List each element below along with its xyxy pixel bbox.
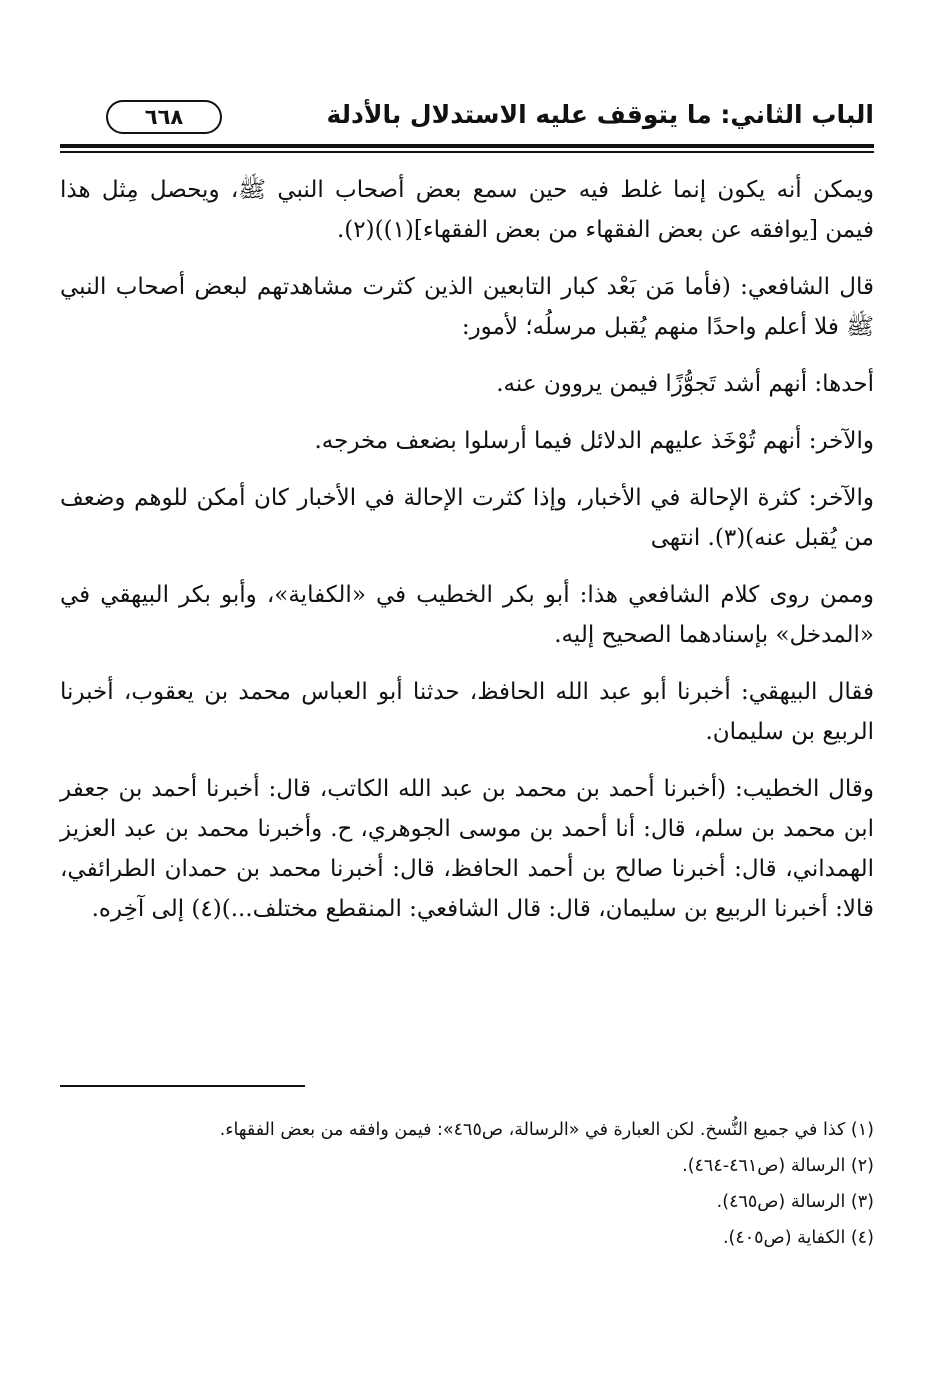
header-rule-thick (60, 144, 874, 148)
paragraph: وممن روى كلام الشافعي هذا: أبو بكر الخطيب في «الكفاية»، وأبو بكر البيهقي في «المدخل» بإسنادهما الصحيح إليه. (60, 582, 874, 648)
paragraph: وقال الخطيب: (أخبرنا أحمد بن محمد بن عبد الله الكاتب، قال: أخبرنا أحمد بن جعفر ابن محمد بن سلم، قال: أنا أحمد بن موسى الجوهري، ح. وأخبرنا محمد بن عبد العزيز الهمداني، قال: أخبرنا صالح بن أحمد الحافظ، قال: أخبرنا محمد بن حمدان الطرائفي، قالا: أخبرنا الربيع بن سليمان، قال: قال الشافعي: المنقطع مختلف...)(٤) إلى آخِره. (60, 776, 874, 922)
footnote: (٤) الكفاية (ص٤٠٥). (722, 1228, 874, 1248)
paragraph: والآخر: كثرة الإحالة في الأخبار، وإذا كثرت الإحالة في الأخبار كان أمكن للوهم وضعف من يُقبل عنه)(٣). انتهى (60, 485, 874, 551)
paragraph: قال الشافعي: (فأما مَن بَعْد كبار التابعين الذين كثرت مشاهدتهم لبعض أصحاب النبي ﷺ فلا أعلم واحدًا منهم يُقبل مرسلُه؛ لأمور: (60, 274, 874, 340)
footnote-separator (60, 1085, 305, 1087)
paragraph: والآخر: أنهم تُوْخَذ عليهم الدلائل فيما أرسلوا بضعف مخرجه. (314, 428, 874, 454)
footnote: (١) كذا في جميع النُّسخ. لكن العبارة في «الرسالة، ص٤٦٥»: فيمن وافقه من بعض الفقهاء. (219, 1120, 874, 1140)
footnote: (٢) الرسالة (ص٤٦١-٤٦٤). (682, 1156, 874, 1176)
page-header (60, 92, 874, 148)
footnotes (60, 1112, 874, 1256)
paragraph: فقال البيهقي: أخبرنا أبو عبد الله الحافظ، حدثنا أبو العباس محمد بن يعقوب، أخبرنا الربيع بن سليمان. (60, 679, 874, 745)
main-text (60, 170, 874, 946)
paragraph: أحدها: أنهم أشد تَجوُّزًا فيمن يروون عنه. (496, 371, 874, 397)
paragraph: ويمكن أنه يكون إنما غلط فيه حين سمع بعض أصحاب النبي ﷺ، ويحصل مِثل هذا فيمن [يوافقه عن بعض الفقهاء من بعض الفقهاء](١))(٢). (60, 177, 874, 243)
page-number-badge: ٦٦٨ (106, 100, 222, 134)
running-title: الباب الثاني: ما يتوقف عليه الاستدلال بالأدلة (326, 100, 874, 129)
footnote: (٣) الرسالة (ص٤٦٥). (716, 1192, 874, 1212)
header-rule-thin (60, 151, 874, 153)
